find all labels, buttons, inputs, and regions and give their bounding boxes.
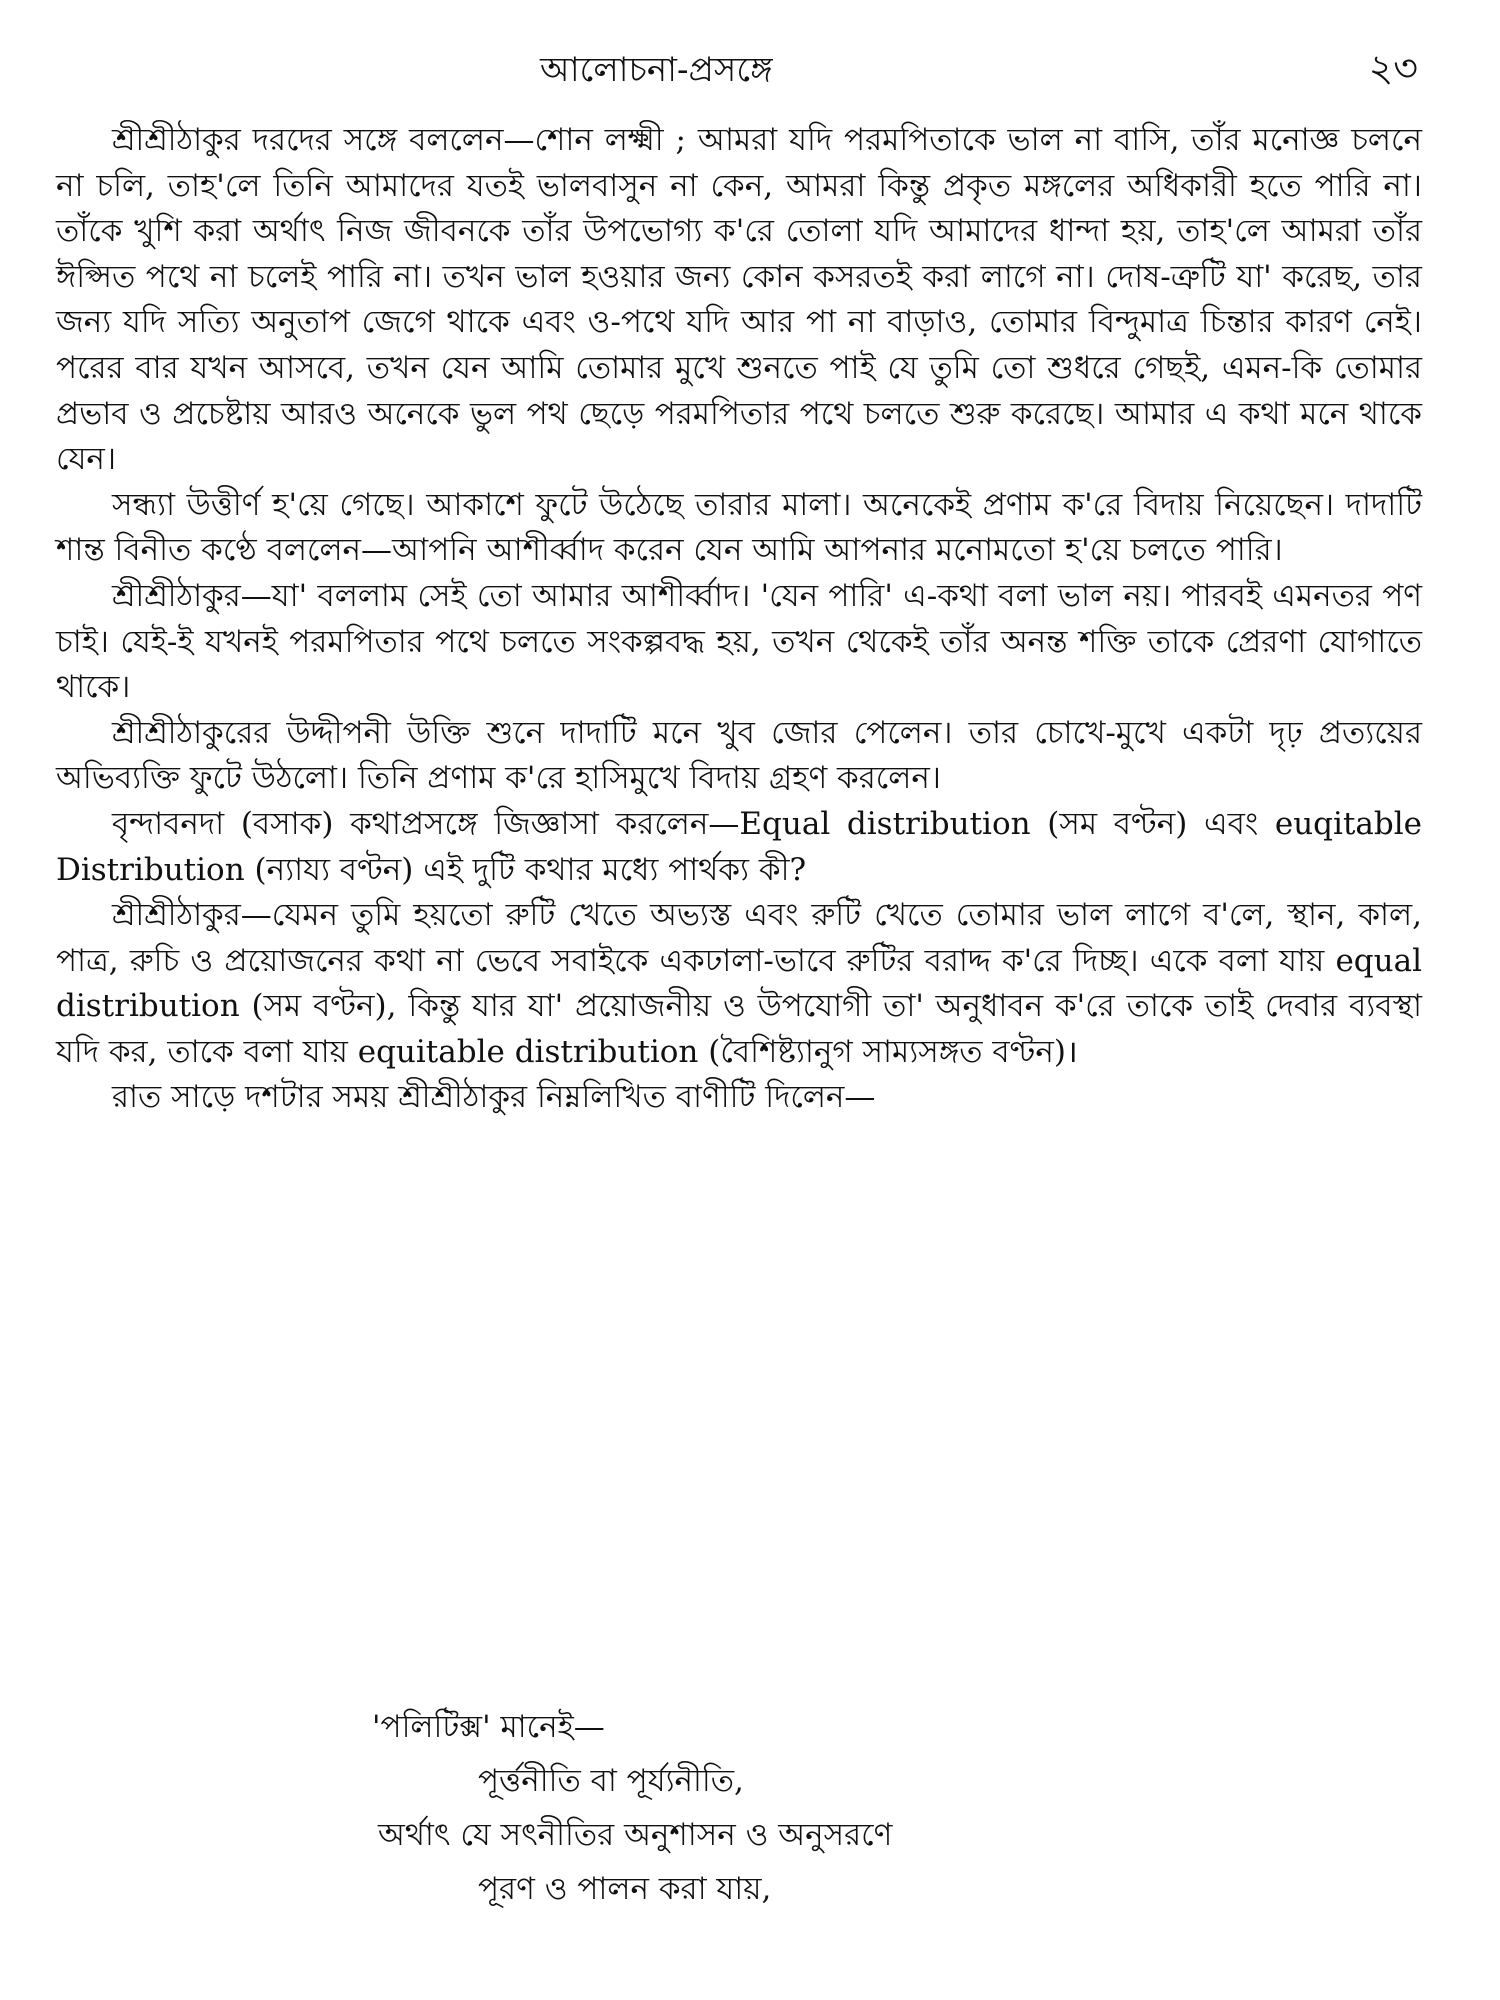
paragraph-answer: শ্রীশ্রীঠাকুর—যেমন তুমি হয়তো রুটি খেতে অভ্যস্ত এবং রুটি খেতে তোমার ভাল লাগে ব'লে, স্থান, কাল, পাত্র, রুচি ও প্রয়োজনের কথা না ভেবে সবাইকে একঢালা-ভাবে রুটির বরাদ্দ ক'রে দিচ্ছ। একে বলা যায় equal distribution (সম বণ্টন), কিন্তু যার যা' প্রয়োজনীয় ও উপযোগী তা' অনুধাবন ক'রে তাকে তাই দেবার ব্যবস্থা যদি কর, তাকে বলা যায় equitable distribution (বৈশিষ্ট্যানুগ সাম্যসঙ্গত বণ্টন)। bbox=[56, 897, 1422, 1070]
verse-line: পূরণ ও পালন করা যায়, bbox=[478, 1871, 772, 1907]
paragraph-thakur-speech: শ্রীশ্রীঠাকুর দরদের সঙ্গে বললেন—শোন লক্ষ্মী ; আমরা যদি পরমপিতাকে ভাল না বাসি, তাঁর মনোজ্ঞ চলনে না চলি, তাহ'লে তিনি আমাদের যতই ভালবাসুন না কেন, আমরা কিন্তু প্রকৃত মঙ্গলের অধিকারী হতে পারি না। তাঁকে খুশি করা অর্থাৎ নিজ জীবনকে তাঁর উপভোগ্য ক'রে তোলা যদি আমাদের ধান্দা হয়, তাহ'লে আমরা তাঁর ঈপ্সিত পথে না চলেই পারি না। তখন ভাল হওয়ার জন্য কোন কসরতই করা লাগে না। দোষ-ত্রুটি যা' করেছ, তার জন্য যদি সত্যি অনুতাপ জেগে থাকে এবং ও-পথে যদি আর পা না বাড়াও, তোমার বিন্দুমাত্র চিন্তার কারণ নেই। পরের বার যখন আসবে, তখন যেন আমি তোমার মুখে শুনতে পাই যে তুমি তো শুধরে গেছই, এমন-কি তোমার প্রভাব ও প্রচেষ্টায় আরও অনেকে ভুল পথ ছেড়ে পরমপিতার পথে চলতে শুরু করেছে। আমার এ কথা মনে থাকে যেন। bbox=[56, 122, 1422, 478]
running-header bbox=[0, 40, 1500, 100]
paragraph-evening: সন্ধ্যা উত্তীর্ণ হ'য়ে গেছে। আকাশে ফুটে উঠেছে তারার মালা। অনেকেই প্রণাম ক'রে বিদায় নিয়েছেন। দাদাটি শান্ত বিনীত কণ্ঠে বললেন—আপনি আশীর্ব্বাদ করেন যেন আমি আপনার মনোমতো হ'য়ে চলতে পারি। bbox=[56, 486, 1422, 569]
verse-line: 'পলিটিক্স' মানেই— bbox=[372, 1709, 605, 1745]
verse-line: পূর্ত্তনীতি বা পূর্য্যনীতি, bbox=[478, 1763, 744, 1799]
page-number: ২৩ bbox=[1368, 46, 1418, 90]
running-title: আলোচনা-প্রসঙ্গে bbox=[540, 50, 773, 90]
paragraph-blessing: শ্রীশ্রীঠাকুর—যা' বললাম সেই তো আমার আশীর্ব্বাদ। 'যেন পারি' এ-কথা বলা ভাল নয়। পারবই এমনতর পণ চাই। যেই-ই যখনই পরমপিতার পথে চলতে সংকল্পবদ্ধ হয়, তখন থেকেই তাঁর অনন্ত শক্তি তাকে প্রেরণা যোগাতে থাকে। bbox=[56, 577, 1422, 706]
verse-line: অর্থাৎ যে সৎনীতির অনুশাসন ও অনুসরণে bbox=[378, 1817, 893, 1853]
paragraph-farewell: শ্রীশ্রীঠাকুরের উদ্দীপনী উক্তি শুনে দাদাটি মনে খুব জোর পেলেন। তার চোখে-মুখে একটা দৃঢ় প্রত্যয়ের অভিব্যক্তি ফুটে উঠলো। তিনি প্রণাম ক'রে হাসিমুখে বিদায় গ্রহণ করলেন। bbox=[56, 714, 1422, 797]
paragraph-night-message: রাত সাড়ে দশটার সময় শ্রীশ্রীঠাকুর নিম্নলিখিত বাণীটি দিলেন— bbox=[112, 1079, 876, 1116]
body-text bbox=[56, 118, 1422, 1121]
paragraph-question: বৃন্দাবনদা (বসাক) কথাপ্রসঙ্গে জিজ্ঞাসা করলেন—Equal distribution (সম বণ্টন) এবং euqitable Distribution (ন্যায্য বণ্টন) এই দুটি কথার মধ্যে পার্থক্য কী? bbox=[56, 805, 1422, 888]
